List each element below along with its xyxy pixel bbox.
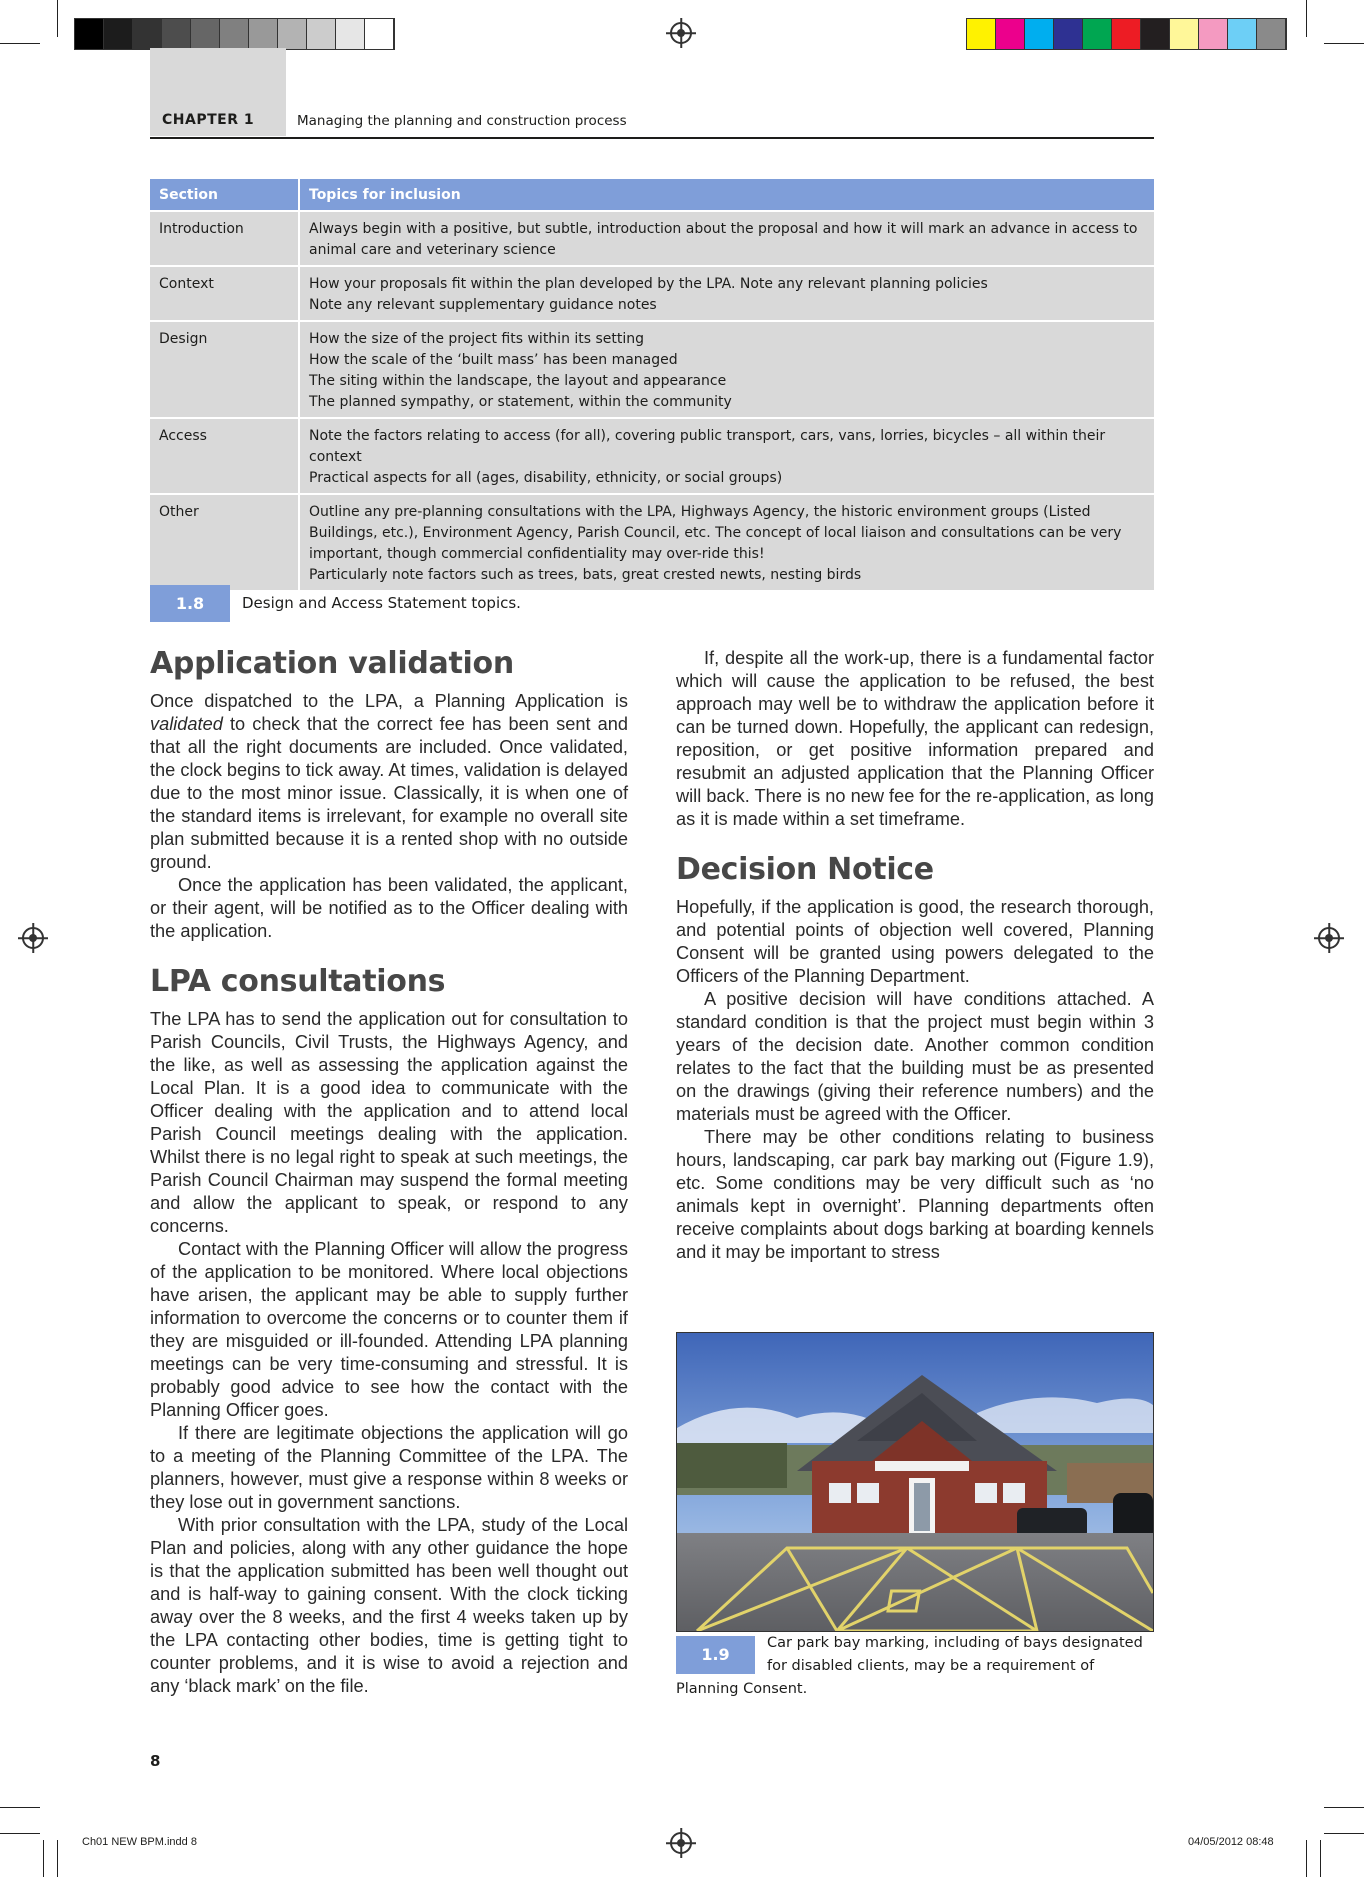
calibration-swatch (75, 19, 104, 49)
table-row (150, 418, 1154, 494)
crop-mark (1306, 0, 1307, 37)
registration-mark-icon (670, 22, 692, 44)
table-row (150, 494, 1154, 591)
crop-mark (0, 1807, 40, 1808)
topic-line: How the scale of the ‘built mass’ has been managed (309, 352, 678, 368)
calibration-swatch (1112, 19, 1141, 49)
topic-line: Always begin with a positive, but subtle, introduction about the proposal and how it will mark an advance in access to (309, 221, 1138, 237)
registration-mark-icon (22, 927, 44, 949)
crop-mark (57, 0, 58, 37)
calibration-swatch (1257, 19, 1286, 49)
topic-line: The planned sympathy, or statement, within the community (309, 394, 732, 410)
slug-file-name: Ch01 NEW BPM.indd 8 (82, 1836, 197, 1848)
section-cell: Access (150, 418, 299, 494)
calibration-swatch (104, 19, 133, 49)
crop-mark (1324, 1833, 1364, 1834)
paragraph: Hopefully, if the application is good, the research thorough, and potential points of objection well covered, Planning Consent will be granted using powers delegated to the Officers of the Planning Department. (676, 897, 1154, 986)
calibration-swatch (1083, 19, 1112, 49)
paragraph: The LPA has to send the application out for consultation to Parish Councils, Civil Trusts, the Highways Agency, and the like, as well as assessing the application against the Local Plan. It is a good idea to communicate with the Officer dealing with the application and to attend local Parish Council meetings dealing with the application. Whilst there is no legal right to speak at such meetings, the Parish Council Chairman may suspend the formal meeting and allow the applicant to speak, or respond to any concerns. (150, 1009, 628, 1236)
calibration-swatch (133, 19, 162, 49)
greyscale-calibration-bar (74, 18, 395, 50)
calibration-swatch (307, 19, 336, 49)
calibration-swatch (967, 19, 996, 49)
calibration-swatch (1025, 19, 1054, 49)
heading-lpa-consultations: LPA consultations (150, 964, 446, 999)
topics-cell (299, 418, 1154, 494)
paragraph: Contact with the Planning Officer will allow the progress of the application to be monitored. Where local objections have arisen, the applicant may be able to supply further information to overcome the concerns or to counter them if they are misguided or ill-founded. Attending LPA planning meetings can be very time-consuming and stressful. It is probably good advice to see how the contact with the Planning Officer goes. (150, 1239, 628, 1420)
paragraph (150, 690, 628, 874)
calibration-swatch (162, 19, 191, 49)
text-run: to check that the correct fee has been sent and that all the right documents are included. Once validated, the clock begins to tick away. At times, validation is delayed due to the most minor issue. Classically, it is when one of the standard items is irrelevant, for example no overall site plan submitted because it is a rented shop with no outside ground. (150, 714, 628, 872)
crop-mark (1306, 1840, 1307, 1877)
crop-mark (1324, 43, 1364, 44)
crop-mark (1324, 1807, 1364, 1808)
text-run: Once dispatched to the LPA, a Planning Application is (150, 691, 628, 711)
calibration-swatch (365, 19, 394, 49)
paragraph: A positive decision will have conditions attached. A standard condition is that the project must begin within 3 years of the decision date. Another common condition relates to the fact that the building must be as presented on the drawings (giving their reference numbers) and the materials must be agreed with the Officer. (676, 989, 1154, 1124)
topic-line: Particularly note factors such as trees, bats, great crested newts, nesting birds (309, 567, 862, 583)
topic-line: important, though commercial confidentiality may over-ride this! (309, 546, 765, 562)
calibration-swatch (278, 19, 307, 49)
calibration-swatch (336, 19, 365, 49)
topics-cell (299, 266, 1154, 321)
calibration-swatch (1199, 19, 1228, 49)
table-row (150, 266, 1154, 321)
crop-mark (43, 1840, 44, 1877)
heading-application-validation: Application validation (150, 646, 514, 681)
paragraph: With prior consultation with the LPA, study of the Local Plan and policies, along with any other guidance the hope is that the application submitted has been well thought out and is half-way to gaining consent. With the clock ticking away over the 8 weeks, and the first 4 weeks taken up by the LPA contacting other bodies, time is getting tight to counter problems, and it is wise to avoid a rejection and any ‘black mark’ on the file. (150, 1515, 628, 1696)
topic-line: How your proposals fit within the plan developed by the LPA. Note any relevant planning policies (309, 276, 988, 292)
topic-line: Outline any pre-planning consultations with the LPA, Highways Agency, the historic environment groups (Listed (309, 504, 1091, 520)
topic-line: animal care and veterinary science (309, 242, 556, 258)
paragraph: Once the application has been validated, the applicant, or their agent, will be notified as to the Officer dealing with the application. (150, 875, 628, 941)
section-cell: Design (150, 321, 299, 418)
emphasis: validated (150, 714, 223, 734)
slug-datetime: 04/05/2012 08:48 (1188, 1836, 1274, 1848)
paragraph: If there are legitimate objections the application will go to a meeting of the Planning Committee of the LPA. The planners, however, must give a response within 8 weeks or they lose out in government sanctions. (150, 1423, 628, 1512)
calibration-swatch (1228, 19, 1257, 49)
crop-mark (0, 1833, 40, 1834)
crop-mark (1320, 1840, 1321, 1877)
registration-mark-icon (1318, 927, 1340, 949)
crop-mark (57, 1840, 58, 1877)
right-column (676, 647, 1154, 1264)
calibration-swatch (996, 19, 1025, 49)
figure-caption (676, 1632, 1154, 1701)
registration-mark-icon (670, 1832, 692, 1854)
crop-mark (0, 43, 40, 44)
topic-line: The siting within the landscape, the layout and appearance (309, 373, 727, 389)
color-calibration-bar (966, 18, 1287, 50)
table-row (150, 321, 1154, 418)
topic-line: context (309, 449, 362, 465)
topic-line: Practical aspects for all (ages, disability, ethnicity, or social groups) (309, 470, 783, 486)
figure-number-badge: 1.9 (676, 1636, 755, 1674)
calibration-swatch (220, 19, 249, 49)
topics-cell (299, 211, 1154, 266)
left-column (150, 646, 628, 1698)
section-cell: Other (150, 494, 299, 591)
header-rule (150, 137, 1154, 139)
paragraph: There may be other conditions relating to business hours, landscaping, car park bay marking out (Figure 1.9), etc. Some conditions may be very difficult such as ‘no animals kept in overnight’. Planning departments often receive complaints about dogs barking at boarding kennels and it may be important to stress (676, 1127, 1154, 1262)
topics-table (150, 179, 1154, 592)
column-header-section: Section (150, 179, 299, 211)
section-cell: Introduction (150, 211, 299, 266)
topics-cell (299, 494, 1154, 591)
topic-line: Note any relevant supplementary guidance notes (309, 297, 657, 313)
topics-cell (299, 321, 1154, 418)
paragraph: If, despite all the work-up, there is a fundamental factor which will cause the application to be refused, the best approach may well be to withdraw the application before it can be turned down. Hopefully, the applicant can redesign, reposition, or get positive information prepared and resubmit an adjusted application that the Planning Officer will back. There is no new fee for the re-application, as long as it is made within a set timeframe. (676, 648, 1154, 829)
chapter-title: Managing the planning and construction process (297, 113, 627, 129)
section-cell: Context (150, 266, 299, 321)
column-header-topics: Topics for inclusion (299, 179, 1154, 211)
table-header-row (150, 179, 1154, 211)
figure-caption-text: Car park bay marking, including of bays designated for disabled clients, may be a requirement of Planning Consent. (676, 1635, 1143, 1697)
topic-line: How the size of the project fits within its setting (309, 331, 645, 347)
chapter-label: CHAPTER 1 (162, 112, 255, 128)
table-row (150, 211, 1154, 266)
table-caption: Design and Access Statement topics. (242, 594, 521, 612)
table-number-badge: 1.8 (150, 585, 230, 622)
calibration-swatch (1141, 19, 1170, 49)
page-number: 8 (150, 1752, 161, 1770)
heading-decision-notice: Decision Notice (676, 852, 934, 887)
calibration-swatch (249, 19, 278, 49)
calibration-swatch (1054, 19, 1083, 49)
calibration-swatch (191, 19, 220, 49)
calibration-swatch (1170, 19, 1199, 49)
car-park-photo (676, 1332, 1154, 1632)
topic-line: Note the factors relating to access (for all), covering public transport, cars, vans, lorries, bicycles – all within their (309, 428, 1106, 444)
topic-line: Buildings, etc.), Environment Agency, Parish Council, etc. The concept of local liaison and consultations can be very (309, 525, 1122, 541)
